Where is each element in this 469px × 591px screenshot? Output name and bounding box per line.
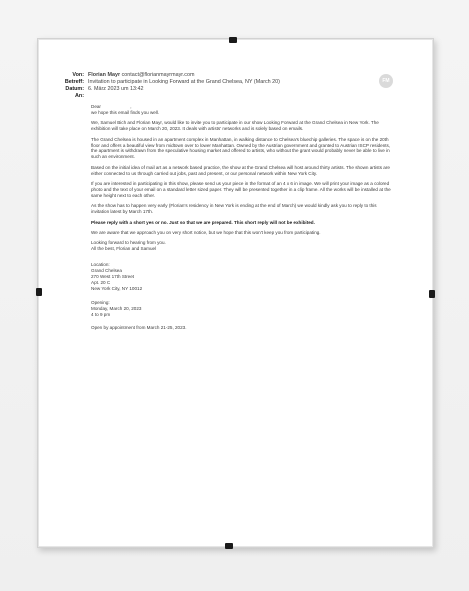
paragraph-venue: The Grand Chelsea is housed in an apartment complex in Manhattan, in walking distance to Chelsea's bluechip galleries. The space is on the 20th floor and offers a beautiful view from midtown over to lower Manhattan. Owned by the Austrian government and granted to Austrian ISCP residents, the apartment is withdrawn from the speculative housing market and offered to artists, who without the grant would probably never be able to live in such an environment. bbox=[91, 136, 391, 160]
frame-clip-left bbox=[36, 288, 42, 296]
to-row bbox=[44, 93, 394, 100]
subject-text: Invitation to participate in Looking Forward at the Grand Chelsea, NY (March 20) bbox=[88, 79, 280, 85]
location-label: Location: bbox=[91, 262, 110, 268]
frame-clip-bottom bbox=[225, 543, 233, 549]
to-label: An: bbox=[75, 93, 84, 99]
location-line-3: Apt. 20 C bbox=[91, 279, 111, 285]
paragraph-reply-request: Please reply with a short yes or no. Just so that we are prepared. This short reply will not be exhibited. bbox=[91, 219, 315, 225]
opening-time: 4 to 9 pm bbox=[91, 311, 111, 317]
subject-label: Betreff: bbox=[64, 79, 84, 85]
location-line-2: 270 West 17th Street bbox=[91, 274, 135, 280]
from-row bbox=[44, 72, 394, 79]
opening-date: Monday, March 20, 2023 bbox=[91, 305, 142, 311]
opening-block bbox=[91, 300, 391, 318]
paragraph-deadline: As the show has to happen very early (Florian's residency in New York is ending at the end of March) we would kindly ask you to reply to this invitation latest by March 17th. bbox=[91, 203, 377, 215]
location-block bbox=[91, 262, 391, 292]
location-line-1: Grand Chelsea bbox=[91, 268, 122, 274]
date-text: 6. März 2023 um 13:42 bbox=[88, 86, 144, 92]
greeting: Dear , bbox=[91, 104, 132, 109]
signature: All the best, Florian and Samuel bbox=[91, 246, 157, 252]
paragraph-intro: We, Samuel Bich and Florian Mayr, would like to invite you to participate in our show Looking Forward at the Grand Chelsea in New York. The exhibition will take place on March 20, 2023. It deals with artists' networks and is solely based on emails. bbox=[91, 120, 379, 132]
date-label: Datum: bbox=[65, 86, 84, 92]
paragraph-concept: Based on the initial idea of mail art as a network based practice, the show at the Grand Chelsea will host around thirty artists. The shown artists are either connected to us through carried out jobs, past and present, or our personal network within New York City. bbox=[91, 164, 390, 176]
from-email: contact@florianmayrmayr.com bbox=[121, 72, 195, 78]
frame-clip-top bbox=[229, 37, 237, 43]
location-line-4: New York City, NY 10012 bbox=[91, 285, 143, 291]
sender-avatar: FM bbox=[379, 74, 393, 88]
opening-label: Opening: bbox=[91, 299, 110, 305]
from-label: Von: bbox=[72, 72, 84, 78]
email-body bbox=[91, 104, 391, 336]
from-name: Florian Mayr bbox=[88, 72, 121, 78]
paragraph-instructions: If you are interested in participating in this show, please send us your piece in the format of an 4 x 6 in image. We will print your image as a colored photo and the text of your email on a standard letter sized paper. They will be presented together in a clip frame. All the works will be installed at the same height next to each other. bbox=[91, 181, 391, 198]
email-printout bbox=[44, 72, 394, 331]
date-row bbox=[44, 86, 394, 93]
paragraph-short-notice: We are aware that we approach you on very short notice, but we hope that this won't keep you from participating. bbox=[91, 230, 321, 235]
appointment-note: Open by appointment from March 21-25, 2023. bbox=[91, 325, 187, 331]
subject-row bbox=[44, 79, 394, 86]
closing-line: Looking forward to hearing from you. bbox=[91, 240, 166, 246]
greeting-hope: we hope this email finds you well. bbox=[91, 109, 160, 115]
email-header bbox=[44, 72, 394, 100]
frame-clip-right bbox=[429, 290, 435, 298]
